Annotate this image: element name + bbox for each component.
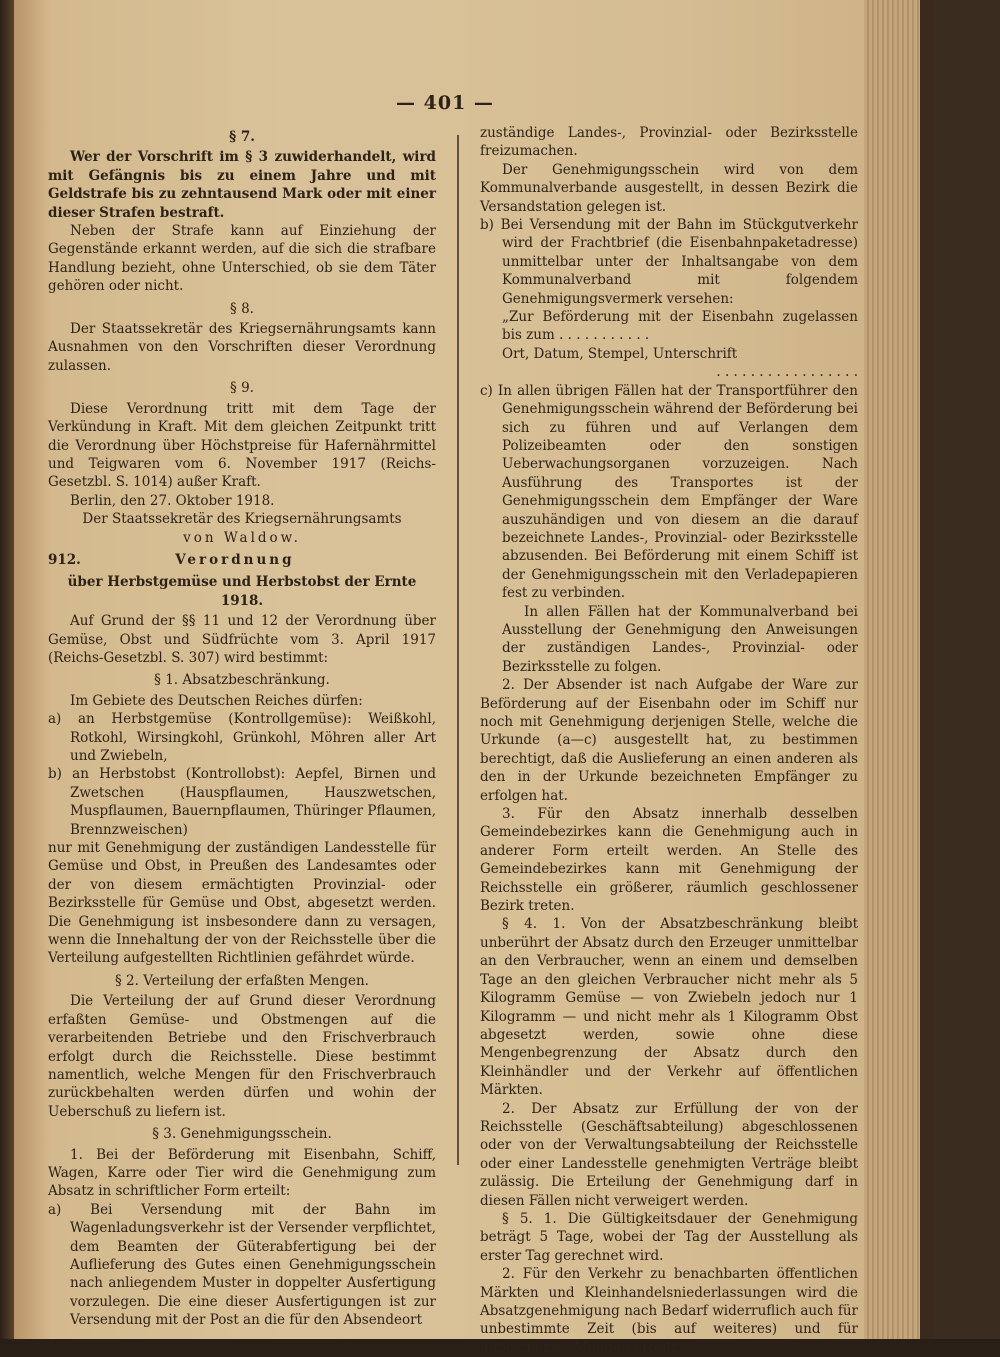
section-2-text: Die Verteilung der auf Grund dieser Verordnung erfaßten Gemüse- und Obstmengen auf die verarbeitenden Betriebe und den Frischverbrauch erfolgt durch die Reichsstelle. Diese bestimmt namentlich, welche Mengen für den Frischverbrauch zurückbehalten werden dürfen und wohin der Ueberschuß zu liefern ist. — [48, 993, 436, 1120]
section-1-item-b: b) an Herbstobst (Kontrollobst): Aepfel, Birnen und Zwetschen (Hauspflaumen, Hauszwetschen, Muspflaumen, Bauernpflaumen, Thüringer Pflaumen, Brennzweischen) — [48, 766, 437, 838]
section-5-text-2: 2. Für den Verkehr zu benachbarten öffentlichen Märkten und Kleinhandelsniederlassungen wird die Absatzgenehmigung nach Bedarf widerruflich auch für unbestimmte Zeit (bis auf weiteres) und für unbestimmte Mengen erteilt. — [480, 1266, 858, 1356]
right-text-2: Der Genehmigungsschein wird von dem Kommunalverbande ausgestellt, in dessen Bezirk die Versandstation gelegen ist. — [480, 161, 858, 215]
quote-line-1: „Zur Beförderung mit der Eisenbahn zugelassen bis zum . . . . . . . . . . . — [502, 309, 858, 344]
column-divider — [457, 135, 459, 1165]
ordinance-heading-row — [48, 551, 436, 569]
section-7-text-1: Wer der Vorschrift im § 3 zuwiderhandelt, wird mit Gefängnis bis zu einem Jahre und mit Geldstrafe bis zu zehntausend Mark oder mit einer dieser Strafen bestraft. — [48, 149, 436, 221]
date-line: Berlin, den 27. Oktober 1918. — [70, 492, 275, 509]
section-3-text: 1. Bei der Beförderung mit Eisenbahn, Schiff, Wagen, Karre oder Tier wird die Genehmigung zum Absatz in schriftlicher Form erteilt: — [48, 1146, 436, 1200]
quote-line-2: Ort, Datum, Stempel, Unterschrift — [502, 345, 738, 362]
book-left-edge — [0, 0, 14, 1339]
section-4-text-2: 2. Der Absatz zur Erfüllung der von der Reichsstelle (Geschäftsabteilung) abgeschlossenen oder von der Verwaltungsabteilung der Reichsstelle oder einer Landesstelle genehmigten Verträge bleibt zulässig. Die Erteilung der Genehmigung darf in diesen Fällen nicht verweigert werden. — [480, 1100, 858, 1209]
ordinance-subtitle: über Herbstgemüse und Herbstobst der Ernte 1918. — [67, 574, 417, 609]
left-column — [48, 124, 436, 1330]
ordinance-intro: Auf Grund der §§ 11 und 12 der Verordnung über Gemüse, Obst und Südfrüchte vom 3. April 1917 (Reichs-Gesetzbl. S. 307) wird bestimmt: — [48, 613, 436, 666]
paragraph-2: 2. Der Absender ist nach Aufgabe der Ware zur Beförderung auf der Eisenbahn oder im Schiff nur noch mit Genehmigung derjenigen Stelle, welche die Urkunde (a—c) ausgestellt hat, zu bestimmen berechtigt, daß die Auslieferung an einen anderen als den in der Urkunde bezeichneten Empfänger zu erfolgen hat. — [480, 677, 858, 804]
signature-name: von Waldow. — [183, 529, 301, 546]
section-8-text: Der Staatssekretär des Kriegsernährungsamts kann Ausnahmen von den Vorschriften dieser Verordnung zulassen. — [48, 321, 436, 374]
right-column — [480, 124, 858, 1357]
section-3-item-a: a) Bei Versendung mit der Bahn im Wagenladungsverkehr ist der Versender verpflichtet, dem Beamten der Güterabfertigung bei der Auflieferung des Gutes einen Genehmigungsschein nach anliegendem Muster in doppelter Ausfertigung vorzulegen. Die eine dieser Ausfertigungen ist zur Versendung mit der Post an die für den Absendeort — [48, 1201, 436, 1329]
page-number: — 401 — — [396, 92, 494, 114]
signature-title: Der Staatssekretär des Kriegsernährungsamts — [82, 511, 402, 528]
section-7-heading: § 7. — [229, 129, 255, 145]
section-1-text: Im Gebiete des Deutschen Reiches dürfen: — [70, 692, 363, 709]
ordinance-number: 912. — [48, 551, 81, 568]
section-8-heading: § 8. — [230, 300, 254, 317]
paragraph-3: 3. Für den Absatz innerhalb desselben Gemeindebezirkes kann die Genehmigung auch in anderer Form erteilt werden. An Stelle des Gemeindebezirkes kann mit Genehmigung der Reichsstelle ein größerer, räumlich geschlossener Bezirk treten. — [480, 806, 858, 915]
section-5-text-1: § 5. 1. Die Gültigkeitsdauer der Genehmigung beträgt 5 Tage, wobei der Tag der Ausstellung als erster Tag gerechnet wird. — [480, 1210, 858, 1264]
section-2-heading: § 2. Verteilung der erfaßten Mengen. — [115, 972, 369, 989]
section-1-rest: nur mit Genehmigung der zuständigen Landesstelle für Gemüse und Obst, in Preußen des Landesamtes oder der von diesem ermächtigten Provinzial- oder Bezirksstelle für Gemüse und Obst, abgesetzt werden. Die Genehmigung ist insbesondere dann zu versagen, wenn die Innehaltung der von der Reichsstelle über die Verteilung aufgestellten Richtlinien gefährdet würde. — [48, 840, 436, 967]
section-1-heading: § 1. Absatzbeschränkung. — [154, 672, 330, 689]
item-c-continued: In allen Fällen hat der Kommunalverband bei Ausstellung der Genehmigung den Anweisungen der zuständigen Landes-, Provinzial- oder Bezirksstelle zu folgen. — [502, 603, 858, 675]
section-9-heading: § 9. — [230, 380, 254, 397]
section-7-text-2: Neben der Strafe kann auf Einziehung der Gegenstände erkannt werden, auf die sich die strafbare Handlung bezieht, ohne Unterschied, ob sie dem Täter gehören oder nicht. — [48, 223, 436, 295]
section-3-heading: § 3. Genehmigungsschein. — [152, 1126, 332, 1143]
item-c: c) In allen übrigen Fällen hat der Transportführer den Genehmigungsschein während der Beförderung bei sich zu führen und auf Verlangen dem Polizeibeamten oder den sonstigen Ueberwachungsorganen vorzuzeigen. Nach Ausführung des Transportes ist der Genehmigungsschein dem Empfänger der Ware auszuhändigen und von diesem an die darauf bezeichnete Landes-, Provinzial- oder Bezirksstelle abzusenden. Bei Beförderung mit einem Schiff ist der Genehmigungsschein mit den Verladepapieren fest zu verbinden. — [480, 382, 858, 602]
section-9-text: Diese Verordnung tritt mit dem Tage der Verkündung in Kraft. Mit dem gleichen Zeitpunkt tritt die Verordnung über Höchstpreise für Hafernährmittel und Teigwaren vom 6. November 1917 (Reichs-Gesetzbl. S. 1014) außer Kraft. — [48, 400, 436, 491]
dotted-line: . . . . . . . . . . . . . . . . . — [716, 364, 858, 381]
ordinance-title: Verordnung — [175, 551, 295, 568]
section-1-item-a: a) an Herbstgemüse (Kontrollgemüse): Weißkohl, Rotkohl, Wirsingkohl, Grünkohl, Möhren aller Art und Zwiebeln, — [48, 711, 436, 764]
item-b: b) Bei Versendung mit der Bahn im Stückgutverkehr wird der Frachtbrief (die Eisenbahnpaketadresse) unmittelbar unter der Inhaltsangabe von dem Kommunalverband mit folgendem Genehmigungsvermerk versehen: — [480, 217, 858, 307]
right-text-1: zuständige Landes-, Provinzial- oder Bezirksstelle freizumachen. — [480, 125, 858, 160]
section-4-text-1: § 4. 1. Von der Absatzbeschränkung bleibt unberührt der Absatz durch den Erzeuger unmittelbar an den Verbraucher, wenn an einem und demselben Tage an den gleichen Verbraucher nicht mehr als 5 Kilogramm Gemüse — von Zwiebeln jedoch nur 1 Kilogramm — und nicht mehr als 1 Kilogramm Obst abgesetzt werden, sowie ohne diese Mengenbegrenzung der Absatz durch den Kleinhändler und der Verkehr auf öffentlichen Märkten. — [480, 916, 858, 1099]
book-spine — [920, 0, 934, 1339]
